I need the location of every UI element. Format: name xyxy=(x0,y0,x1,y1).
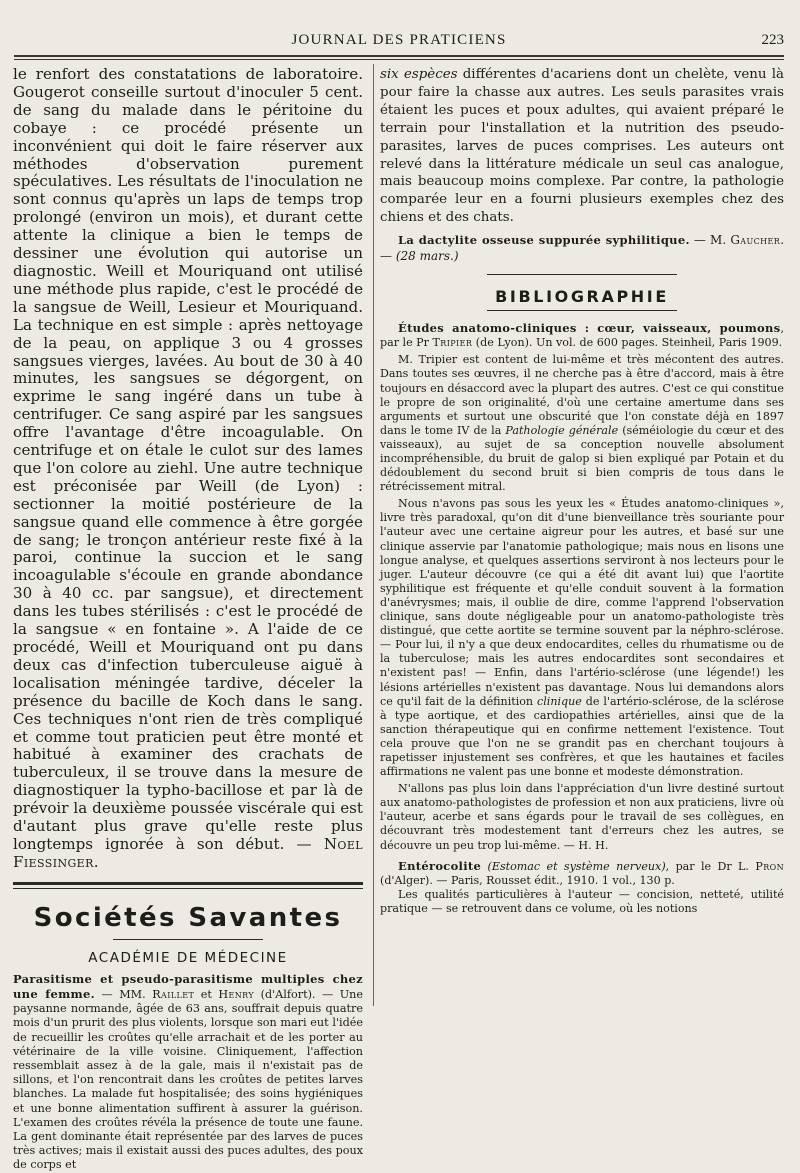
review-paragraph xyxy=(380,782,784,852)
italic-term: Pathologie générale xyxy=(505,423,619,437)
journal-title: JOURNAL DES PRATICIENS xyxy=(291,32,507,48)
review-text: Les qualités particulières à l'auteur — concision, netteté, utilité pratique — se retrouvent dans ce volume, où les notions xyxy=(380,887,784,915)
right-column xyxy=(380,66,784,916)
book-title: Études anatomo-cliniques : cœur, vaisseaux, poumons xyxy=(398,321,781,336)
book-review-heading xyxy=(380,321,784,350)
review-paragraph xyxy=(380,353,784,494)
subsection-title: ACADÉMIE DE MÉDECINE xyxy=(88,949,288,966)
article-author: Henry xyxy=(218,987,255,1001)
book-author: Tripier xyxy=(432,336,473,350)
header-rule xyxy=(14,55,784,57)
section-separator xyxy=(13,882,363,885)
article-mid: — M. xyxy=(689,233,731,248)
review-text: N'allons pas plus loin dans l'appréciation d'un livre destiné surtout aux anatomo-pathologistes de profession et non aux praticiens, livre où l'auteur, acerbe et sans égards pour le travail de ses collègues, en découvrant très modestement tant d'erreurs chez les autres, se découvre un peu trop lui-même. — H. H. xyxy=(380,782,784,852)
parasitism-continued-text: différentes d'acariens dont un chelète, venu là pour faire la chasse aux autres. Les seuls parasites vrais étaient les puces et poux adultes, qui avaient préparé le terrain pour l'installation et la nutrition des pseudo-parasites, larves de puces comprises. Les auteurs ont relevé dans la littérature médicale un seul cas analogue, mais beaucoup moins complexe. Par contre, la pathologie comparée leur en a fourni plusieurs exemples chez des chiens et des chats. xyxy=(380,67,784,226)
article-author: Raillet xyxy=(152,987,195,1001)
review-text: de l'artério-sclérose, de la sclérose à type aortique, et des cardiopathies artérielles, ainsi que de la sanction thérapeutique qui en confirme nettement l'existence. Tout cela prouve que l'on ne se grandit pas en cherchant toujours à rapetisser injustement ses confrères, et que les hautaines et faciles affirmations ne valent pas une bonne et modeste démonstration. xyxy=(380,694,784,779)
header-rule-thin xyxy=(14,59,784,60)
book-subtitle: (Estomac et système nerveux) xyxy=(487,859,666,873)
book-publication: (d'Alger). — Paris, Rousset édit., 1910. 1 vol., 130 p. xyxy=(380,873,675,887)
title-rule xyxy=(113,939,263,940)
review-text: Nous n'avons pas sous les yeux les « Études anatomo-cliniques », livre très paradoxal, qu'on dit d'une bienveillance très souriante pour l'auteur avec une certaine aigreur pour les autres, et basé sur une clinique asservie par l'anatomie pathologique; mais nous en lisons une longue analyse, et quelques assertions serviront à nos lecteurs pour le juger. L'auteur découvre (ce qui a été dit avant lui) que l'aortite syphilitique est fréquente et qu'elle conduit souvent à la formation d'anévrysmes; mais, il oublie de dire, comme l'apprend l'observation clinique, sans doute négligeable pour un anatomo-pathologiste très distingué, que cette aortite se termine souvent par la néphro-sclérose. — Pour lui, il n'y a que deux endocardites, celles du rhumatisme ou de la tuberculose; mais les autres endocardites sont secondaires et n'existent pas! — Enfin, dans l'artério-sclérose (une légende!) les lésions artérielles n'existent pas davantage. Nous lui demandons alors ce qu'il fait de la définition xyxy=(380,497,784,708)
book-author: Pron xyxy=(755,859,784,873)
article-title: Parasitisme et pseudo-parasitisme multiples chez une femme. xyxy=(13,971,363,1001)
review-text: (séméiologie du cœur et des vaisseaux), au sujet de sa conception nouvelle absolument incompréhensible, du bruit de galop si bien expliqué par Potain et du dédoublement du second bruit si bien compris de tous dans le rétrécissement mitral. xyxy=(380,423,784,494)
tuberculosis-text: le renfort des constatations de laboratoire. Gougerot conseille surtout d'inoculer 5 cent. de sang du malade dans le péritoine du cobaye : ce procédé présente un inconvénient qui doit le faire réserver aux méthodes d'observation purement spéculatives. Les résultats de l'inoculation ne sont connus qu'après un laps de temps trop prolongé (environ un mois), et durant cette attente la clinique a bien le temps de dessiner une évolution qui autorise un diagnostic. Weill et Mouriquand ont utilisé une méthode plus rapide, c'est le procédé de la sangsue de Weill, Lesieur et Mouriquand. La technique en est simple : après nettoyage de la peau, on applique 3 ou 4 grosses sangsues vierges, lavées. Au bout de 30 à 40 minutes, les sangsues se dégorgent, on exprime le sang ingéré dans un tube à centrifuger. Ce sang aspiré par les sangsues offre l'avantage d'être incoagulable. On centrifuge et on étale le culot sur des lames que l'on colore au ziehl. Une autre technique est préconisée par Weill (de Lyon) : sectionner la moitié postérieure de la sangsue quand elle commence à être gorgée de sang; le tronçon antérieur reste fixé à la paroi, continue la succion et le sang incoagulable s'écoule en grande abondance 30 à 40 cc. par sangsue), et directement dans les tubes stérilisés : c'est le procédé de la sangsue « en fontaine ». A l'aide de ce procédé, Weill et Mouriquand ont pu dans deux cas d'infection tuberculeuse aiguë à localisation méningée tardive, déceler la présence du bacille de Koch dans le sang. Ces techniques n'ont rien de très compliqué et comme tout praticien peut être monté et habitué à examiner des crachats de tuberculeux, il se trouve dans la mesure de diagnostiquer la typho-bacillose et par là de prévoir la deuxième poussée viscérale qui est d'autant plus grave qu'elle reste plus longtemps ignorée à son début. — xyxy=(13,65,363,853)
review-paragraph xyxy=(380,497,784,779)
review-text: M. Tripier est content de lui-même et très mécontent des autres. Dans toutes ses œuvres, il ne cherche pas à être d'accord, mais à être toujours en désaccord avec la plupart des autres. C'est ce qui constitue le propre de son originalité, d'où une certaine amertume dans ses arguments et surtout une obscurité que l'on constate déjà en 1897 dans le tome IV de la xyxy=(380,353,784,437)
italic-term: clinique xyxy=(537,694,582,708)
book-review-heading xyxy=(380,859,784,888)
article-authors-lead: — MM. xyxy=(94,987,153,1001)
author-signature: Noel Fiessinger. xyxy=(13,834,363,871)
book-mid: , par le Dr L. xyxy=(665,859,756,873)
italic-term: six espèces xyxy=(380,67,458,82)
parasitism-continued xyxy=(380,66,784,227)
article-author: Gaucher xyxy=(730,233,781,248)
left-column xyxy=(13,66,363,1173)
article-date: . — (28 mars.) xyxy=(380,233,785,264)
running-header xyxy=(14,32,784,52)
book-publication: (de Lyon). Un vol. de 600 pages. Steinheil, Paris 1909. xyxy=(472,336,783,350)
book-mid: , par le Pr xyxy=(380,322,784,350)
tuberculosis-paragraph xyxy=(13,66,363,872)
section-separator-thin xyxy=(13,888,363,889)
article-and: et xyxy=(194,987,219,1001)
bibliography-title: BIBLIOGRAPHIE xyxy=(495,287,669,307)
book-title: Entérocolite xyxy=(398,858,482,873)
article-body: (d'Alfort). — Une paysanne normande, âgée de 63 ans, souffrait depuis quatre mois d'un prurit des plus violents, lorsque son mari eut l'idée de recueillir les croûtes qu'elle arrachait et de les porter au vétérinaire de la ville voisine. Cliniquement, l'affection ressemblait assez à de la gale, mais il n'existait pas de sillons, et l'on rencontrait dans les croûtes de petites larves blanches. La malade fut hospitalisée; des soins hygiéniques et une bonne alimentation suffirent à assurer la guérison. L'examen des croûtes révéla la présence de toute une faune. La gent dominante était représentée par des larves de puces très actives; mais il existait aussi des puces adultes, des poux de corps et xyxy=(13,987,363,1172)
dactylite-article xyxy=(380,232,784,264)
article-title: La dactylite osseuse suppurée syphilitique. xyxy=(398,233,690,248)
bibliography-rule xyxy=(487,310,677,311)
column-divider xyxy=(373,64,374,1006)
bibliography-rule xyxy=(487,274,677,275)
section-title: Sociétés Savantes xyxy=(33,902,343,933)
page-number: 223 xyxy=(761,32,784,48)
parasitism-article xyxy=(13,972,363,1173)
review-paragraph xyxy=(380,888,784,916)
